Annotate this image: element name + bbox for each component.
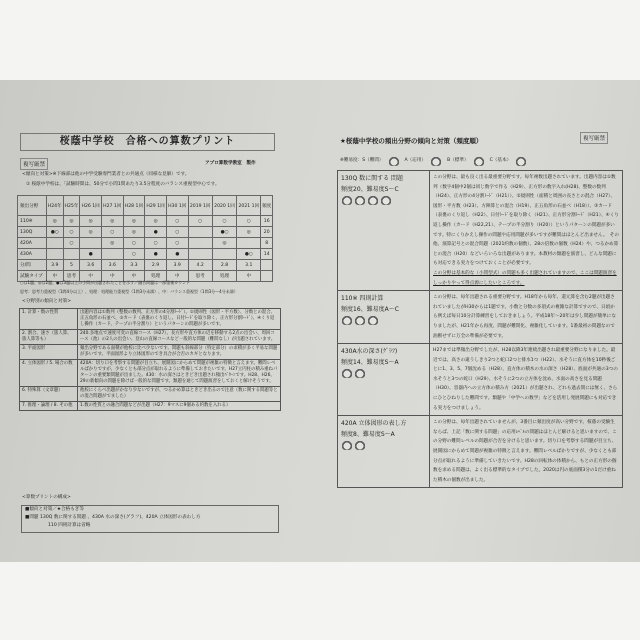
field-text: 他校にくらべ出題がかなり少ないですが、つるかめ算はときどき出るので注意（数に関する問題等との混合問題がでました） xyxy=(78,387,281,402)
table-row xyxy=(18,249,273,260)
face-icon xyxy=(341,440,353,450)
config-box xyxy=(21,505,279,533)
table-cell: 中 xyxy=(237,271,261,282)
table-cell xyxy=(46,238,63,249)
frequency-table xyxy=(17,195,273,282)
topic-row xyxy=(338,171,623,291)
table-cell: 5 xyxy=(63,260,80,271)
face-icon xyxy=(354,195,366,205)
row-label: 130Q xyxy=(18,227,47,238)
topic-body xyxy=(430,344,623,416)
topic-name: 130Q 数に関する 問題 xyxy=(341,175,403,182)
difficulty-b: B（標準） xyxy=(447,157,469,163)
table-cell xyxy=(101,249,123,260)
field-name: 7. 推理・論理 / 8. その他 xyxy=(20,402,78,411)
table-cell: ◎ xyxy=(237,227,261,238)
table-cell: 20 xyxy=(261,227,273,238)
difficulty-faces xyxy=(341,315,426,329)
right-title: ★桜蔭中学校の頻出分野の傾向と対策（頻度順） xyxy=(340,137,483,145)
table-cell: 16 xyxy=(261,216,273,227)
table-cell: 14 xyxy=(261,249,273,260)
table-cell: ● xyxy=(166,249,188,260)
topic-underlined-text: この分野は基本的な（小問型式）の問題も多く出題されていますので、ここは問題演習をしっかりやって得点源にしたいところです。 xyxy=(433,270,617,286)
topic-text: この分野は、毎年出題される重要分野です。H18年から毎年、還元算を含む2題が出題されていましたがH30からは1題です。小数と分数の多項式の複雑な計算ですので、日頃から例えば毎日10分計算練習をしておきましょう。平成18年〜20年は少し問題が簡単になりましたが、H21年から再度、問題が難問化、複雑化しています。1番最初の問題なので油断せずに万全の準備が必要です。 xyxy=(433,295,616,339)
table-cell: ○ xyxy=(63,238,80,249)
table-cell: ○ xyxy=(101,227,123,238)
table-cell: 8 xyxy=(261,238,273,249)
topic-row xyxy=(338,291,623,344)
table-cell: ●○ xyxy=(212,227,236,238)
fields-heading: <分野別の傾向と対策> xyxy=(22,299,72,304)
column-header: H27 1回 xyxy=(101,196,123,216)
column-header: H30 1回 xyxy=(166,196,188,216)
topic-meta: 頻度14、難易度S〜A xyxy=(341,359,399,367)
table-cell xyxy=(63,249,80,260)
table-cell: ●○ xyxy=(46,227,63,238)
header-row xyxy=(18,196,273,216)
table-cell xyxy=(188,249,212,260)
trend-heading: <傾向と対策>※下線部は他の中学受験専門業者との共通点（同様な見解）です。 xyxy=(22,172,190,177)
face-icon xyxy=(354,440,366,450)
table-cell: ○ xyxy=(123,238,145,249)
face-icon xyxy=(354,315,366,325)
table-cell: 3.1 xyxy=(237,260,261,271)
table-cell: ○ xyxy=(123,249,145,260)
table-cell: 中 xyxy=(166,271,188,282)
column-header: 2019 1回 xyxy=(188,196,212,216)
field-text: 出題内容は①数列（整数の数列、正方形の4分割ﾄｰﾄﾞ）、②規則性（図形・平方数）、分数との混合、正五角形の石並べ、③カード（表裏のくり返し、日付ﾄｰﾄﾞを取り除く、正方形分割ﾄｰﾄﾞ）、④くり返し操作（カード、テープの半分割り）というパターンの問題が多いです。 xyxy=(78,309,281,330)
column-header: 頻度 xyxy=(261,196,273,216)
topic-row xyxy=(338,416,623,488)
table-cell: ◎ xyxy=(101,216,123,227)
config-line: ■傾向と対策／★合格もぎ等 xyxy=(25,507,84,512)
row-label: 110※ xyxy=(18,216,47,227)
table-cell: 思考 xyxy=(188,271,212,282)
table-cell: 試験タイプ xyxy=(18,271,47,282)
table-cell: 3.6 xyxy=(80,260,102,271)
table-cell: 3.6 xyxy=(101,260,123,271)
column-header: H24年 xyxy=(46,196,63,216)
field-name: 4. 立体図形 / 5. 場合の数 xyxy=(20,360,78,387)
table-cell: ◎ xyxy=(80,227,102,238)
topic-header xyxy=(338,416,430,488)
table-cell xyxy=(188,227,212,238)
topic-body xyxy=(430,291,623,344)
table-cell: 中 xyxy=(101,271,123,282)
topic-meta: 頻度8、難易度S〜A xyxy=(341,431,395,439)
topic-row xyxy=(338,344,623,416)
row-label: 430A xyxy=(18,249,47,260)
no-copy-stamp: 複写厳禁 xyxy=(20,158,48,170)
table-cell: ◎ xyxy=(123,227,145,238)
face-icon xyxy=(515,156,527,166)
table-cell: 中 xyxy=(80,271,102,282)
table-cell xyxy=(237,238,261,249)
legend-line-1: ○は1題、◎は2題、●は3題以上の小問が出題されたことを示す／融合問題は一部重複カウント xyxy=(20,280,191,285)
table-cell: ○ xyxy=(212,216,236,227)
difficulty-faces xyxy=(341,195,426,209)
field-text: 1.数の性質との融合問題などが出題（H27：9マスに9個ある約数を入れる） xyxy=(78,402,281,411)
table-cell xyxy=(261,271,273,282)
table-row xyxy=(18,227,273,238)
table-cell: ◎ xyxy=(63,216,80,227)
table-cell: 3.9 xyxy=(46,260,63,271)
topic-text: この分野は、毎年出題されていませんが、3番目に頻出度が高い分野です。桜蔭の受験生ならば、上記「数に関する問題」の応用ﾚﾍﾞﾙの問題はほとんど解けると思いますので、この分野の難問レベルの問題が合否を分けると思います。切り口を考察する問題が目立ち、展開図にからめて問題が複雑の特徴と言えます。難問レベルばかりですが、少なくとも部分点が取れるように準備していきたいです。H28の回転体の体積から、もとの正方形の個数を求める問題は、よく出る標準的なタイプでした。2020は円の底面積3分の1だけ重ねた積木の個数が出ました。 xyxy=(433,420,617,483)
table-cell: ◎ xyxy=(46,216,63,227)
table-cell: ◎ xyxy=(145,216,167,227)
topic-name: 420A 立体図形の表し方 xyxy=(341,420,407,428)
field-name: 2. 割合、速さ（旅人算、旅人算等も） xyxy=(20,330,78,345)
topic-header xyxy=(338,171,430,291)
table-cell: ○ xyxy=(166,216,188,227)
table-cell xyxy=(212,249,236,260)
table-cell: 中 xyxy=(46,271,63,282)
table-row xyxy=(18,238,273,249)
table-cell: ● xyxy=(145,227,167,238)
face-icon xyxy=(367,195,379,205)
difficulty-faces xyxy=(341,440,426,454)
topic-header xyxy=(338,344,430,416)
table-cell: ○ xyxy=(188,216,212,227)
face-icon xyxy=(388,156,400,166)
table-cell: ◎ xyxy=(101,238,123,249)
difficulty-a: A（応用） xyxy=(404,157,427,163)
topic-meta: 頻度16、難易度A〜C xyxy=(341,306,399,314)
table-cell xyxy=(261,260,273,271)
difficulty-s: ※難易度：S（難問） xyxy=(340,157,384,163)
table-cell: 2.9 xyxy=(145,260,167,271)
no-copy-stamp-right: 複写厳禁 xyxy=(580,132,608,144)
config-line: 110 四則計算は省略 xyxy=(48,523,91,529)
field-row xyxy=(20,387,281,402)
topic-name: 430A水の深さ(ｸﾞﾗﾌ) xyxy=(341,348,398,356)
fields-table xyxy=(19,308,281,411)
table-cell: ○ xyxy=(166,227,188,238)
face-icon xyxy=(430,156,442,166)
field-row xyxy=(20,345,281,360)
field-row xyxy=(20,309,281,330)
table-cell xyxy=(80,238,102,249)
topic-body xyxy=(430,171,623,291)
difficulty-legend xyxy=(340,156,528,166)
difficulty-faces xyxy=(341,368,426,382)
column-header: 2020 1回 xyxy=(212,196,236,216)
point-1: ① 桜蔭中学校は、「試験時間は、50分で小問1問あたり3.5分程度のバランス重視型中心です。 xyxy=(26,182,220,187)
column-header: H26 1回 xyxy=(80,196,102,216)
table-cell: ● xyxy=(145,249,167,260)
minutes-row xyxy=(18,260,273,271)
field-text: 240.多地点で速度可変の直線コース（H27）、長方形や直方体の辺を移動する2点の出会い、周回コース（池）の2人の出会い、登山の直線コースなど一般的な問題（難問なし）が出題されています。 xyxy=(78,330,281,345)
table-cell: 4.2 xyxy=(188,260,212,271)
face-icon xyxy=(473,156,485,166)
topic-table xyxy=(337,170,623,488)
column-header: H25年 xyxy=(63,196,80,216)
column-header: 頻出分野 xyxy=(18,196,47,216)
face-icon xyxy=(380,195,392,205)
column-header: H28 1回 xyxy=(123,196,145,216)
face-icon xyxy=(341,368,353,378)
table-cell: ○ xyxy=(237,216,261,227)
table-cell: ○ xyxy=(166,238,188,249)
author-label: アプロ算数学教室 製作 xyxy=(205,161,256,166)
topic-text: H27までは準頻出分野でしたが、H28以降3年連続出題され最重要分野になりました。最近では、高さの違うしきり2つと蛇口2つと排水1つ（H22）、水そうに直方体を10秒後ごとに1、3、5、7個沈める（H28）、直方体の積木の水の深さ（H28）、底面が共通の3つの水そうと3つの蛇口（H29）、水そうに2つの立方体を沈め、水面の高さを見る問題（H30）、容器内への立方体の積み方（2021）が出題され、どれも過去問には無く、さらにひとひねりした難問です。類題や「中学への数学」などを活用し発展問題にも対応できる実力をつけましょう。 xyxy=(433,348,618,411)
table-cell: ◎ xyxy=(123,216,145,227)
topic-name: 110※ 四則計算 xyxy=(341,295,384,303)
table-cell: 3.9 xyxy=(166,260,188,271)
table-cell: ● xyxy=(80,249,102,260)
field-text: 420A：切り口を考察する問題が目立ち、展開図にからめて問題が複雑の特徴と言えます。難問レベルばかりですが、少なくとも部分点が取れるように準備しておきたいです。H27立円柱の積み重ねパターンの重要類問題が出ました。430：水の深さはときどき出題され頻出ﾊﾟﾀｰﾝです。H28、H26、29の新傾向の問題を除けば一般的な問題です。類題を通じて問題演習をしておくと解けそうです。 xyxy=(78,360,281,387)
table-cell: 2.8 xyxy=(212,260,236,271)
field-row xyxy=(20,330,281,345)
legend-line-2: 思考：思考力重視型（1問4分以上）、処理：処理能力重視型（1問3分未満）、中：バランス重視型（1問3分〜4分未満） xyxy=(20,289,238,294)
table-cell: 3.3 xyxy=(123,260,145,271)
column-header: 2021 1回 xyxy=(237,196,261,216)
field-row xyxy=(20,402,281,411)
table-row xyxy=(18,216,273,227)
table-cell: 処理 xyxy=(145,271,167,282)
field-name: 1. 計算・数の性質 xyxy=(20,309,78,330)
config-heading: <算数プリントの構成> xyxy=(22,495,71,500)
field-text: 頻出分野である面積が他校に比べ少ないです。問題も斜線部分（特定部分）の求積が多く平易な問題が多いです。平面図形より立体図形のでき具合が合否のカギとなります。 xyxy=(78,345,281,360)
field-name: 3. 平面図形 xyxy=(20,345,78,360)
topic-header xyxy=(338,291,430,344)
difficulty-c: C（基本） xyxy=(489,157,512,163)
field-name: 6. 特殊算（文章題） xyxy=(20,387,78,402)
table-cell: 処理 xyxy=(212,271,236,282)
table-cell: ●○ xyxy=(237,249,261,260)
row-label: 420A xyxy=(18,238,47,249)
face-icon xyxy=(354,368,366,378)
field-row xyxy=(20,360,281,387)
table-cell: 思考 xyxy=(63,271,80,282)
face-icon xyxy=(367,315,379,325)
topic-meta: 頻度20、難易度S〜C xyxy=(341,186,399,193)
table-cell xyxy=(46,249,63,260)
table-cell xyxy=(188,238,212,249)
table-cell: ◎ xyxy=(80,216,102,227)
config-line: ■問題 130Q 数に関する問題 、430A 水の深さ(グラフ)、420A 立体図形の表わし方 xyxy=(25,515,201,521)
column-header: H29 1回 xyxy=(145,196,167,216)
table-cell: ◎ xyxy=(212,238,236,249)
table-cell: 分/問 xyxy=(18,260,47,271)
face-icon xyxy=(341,315,353,325)
table-cell: ○ xyxy=(63,227,80,238)
page-title: 桜蔭中学校 合格への算数プリント xyxy=(20,133,275,151)
table-cell: 中 xyxy=(123,271,145,282)
face-icon xyxy=(341,195,353,205)
topic-text: この分野は、最も良く出る最重要分野です。毎年複数出題されています。出題内容は①数列（数字4個中2個は同じ数字で作る（H29）、正方形の数字入れ(H28)、整数の数列（H24）、正方形の4分割ﾄｰﾄﾞ（H21））、②規則性（面積と周囲の長さとの混合（H27）、図形・平方数（H23）、方陣算との混合（H19）、正五角形の石並べ（H18））、③カード（表裏のくり返し（H22）、日付ﾄｰﾄﾞを取り除く（H21）、正方形分割ﾄｰﾄﾞ（H21）、④くり返し操作（カード（H22,21）、テープの半分割り（H20））というパターンの問題が多いです。特にくりかえし操作の問題や応用問題が多いですが難問はほとんど出ません。 その他、演算記号との混合問題（2021約数の個数）、28の倍数の個数（H24）や、つるかめ算との混合（H20）などいろいろな出題があります。本教材の類題を演習し、どんな問題にも対応できる実力をつけておくことが必要です。 xyxy=(433,175,619,267)
table-cell: ○ xyxy=(145,238,167,249)
topic-body xyxy=(430,416,623,488)
